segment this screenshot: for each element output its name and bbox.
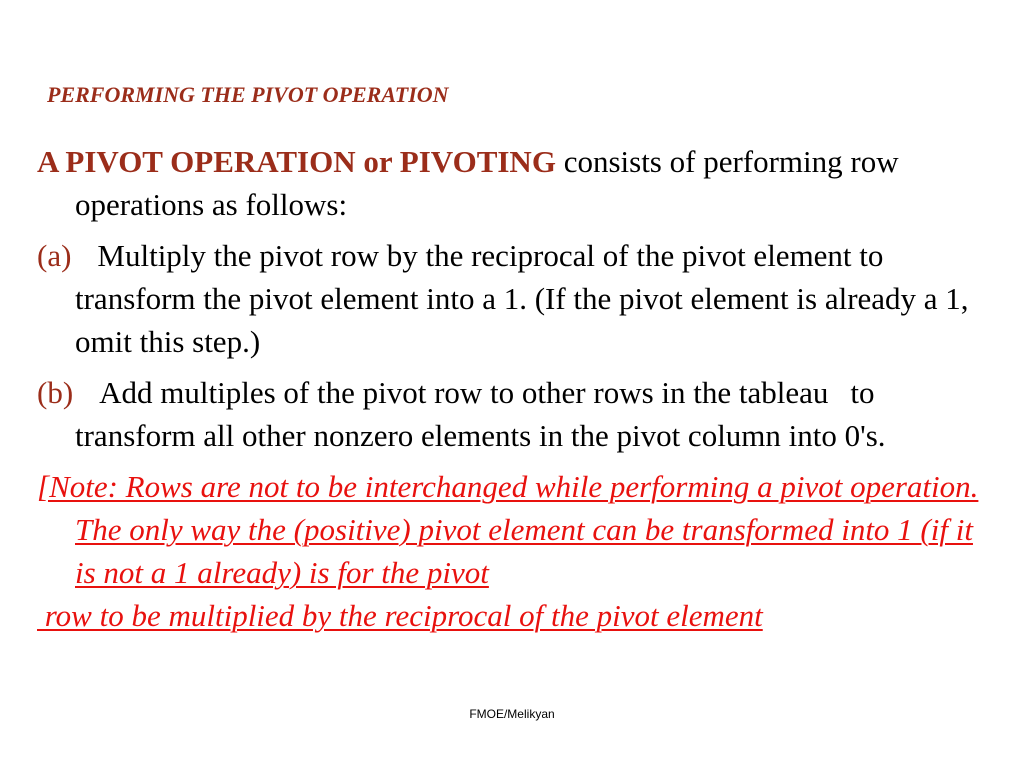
slide-body: [37, 140, 997, 637]
step-a-label: (a): [37, 238, 72, 273]
note-line-2: row to be multiplied by the reciprocal of the pivot element: [37, 598, 763, 633]
note-paragraph: [37, 465, 997, 637]
step-b-text-part1: Add multiples of the pivot row to other rows in the tableau: [99, 375, 829, 410]
intro-paragraph: [37, 140, 997, 226]
slide-title: PERFORMING THE PIVOT OPERATION: [47, 82, 449, 107]
step-a-paragraph: [37, 234, 997, 363]
footer-credit: FMOE/Melikyan: [469, 707, 555, 721]
pivot-operation-term: A PIVOT OPERATION or PIVOTING: [37, 144, 556, 179]
intro-rest: consists of performing row operations as follows:: [75, 144, 899, 222]
step-b-label: (b): [37, 375, 74, 410]
step-a-text: Multiply the pivot row by the reciprocal of the pivot element to transform the pivot element into a 1. (If the pivot element is already a 1, omit this step.): [75, 238, 969, 359]
step-b-paragraph: [37, 371, 997, 457]
note-line-1: [Note: Rows are not to be interchanged while performing a pivot operation. The only way the (positive) pivot element can be transformed into 1 (if it is not a 1 already) is for the pivot: [37, 469, 979, 590]
step-b-text-part2: to transform all other nonzero elements in the pivot column into 0's.: [75, 375, 886, 453]
